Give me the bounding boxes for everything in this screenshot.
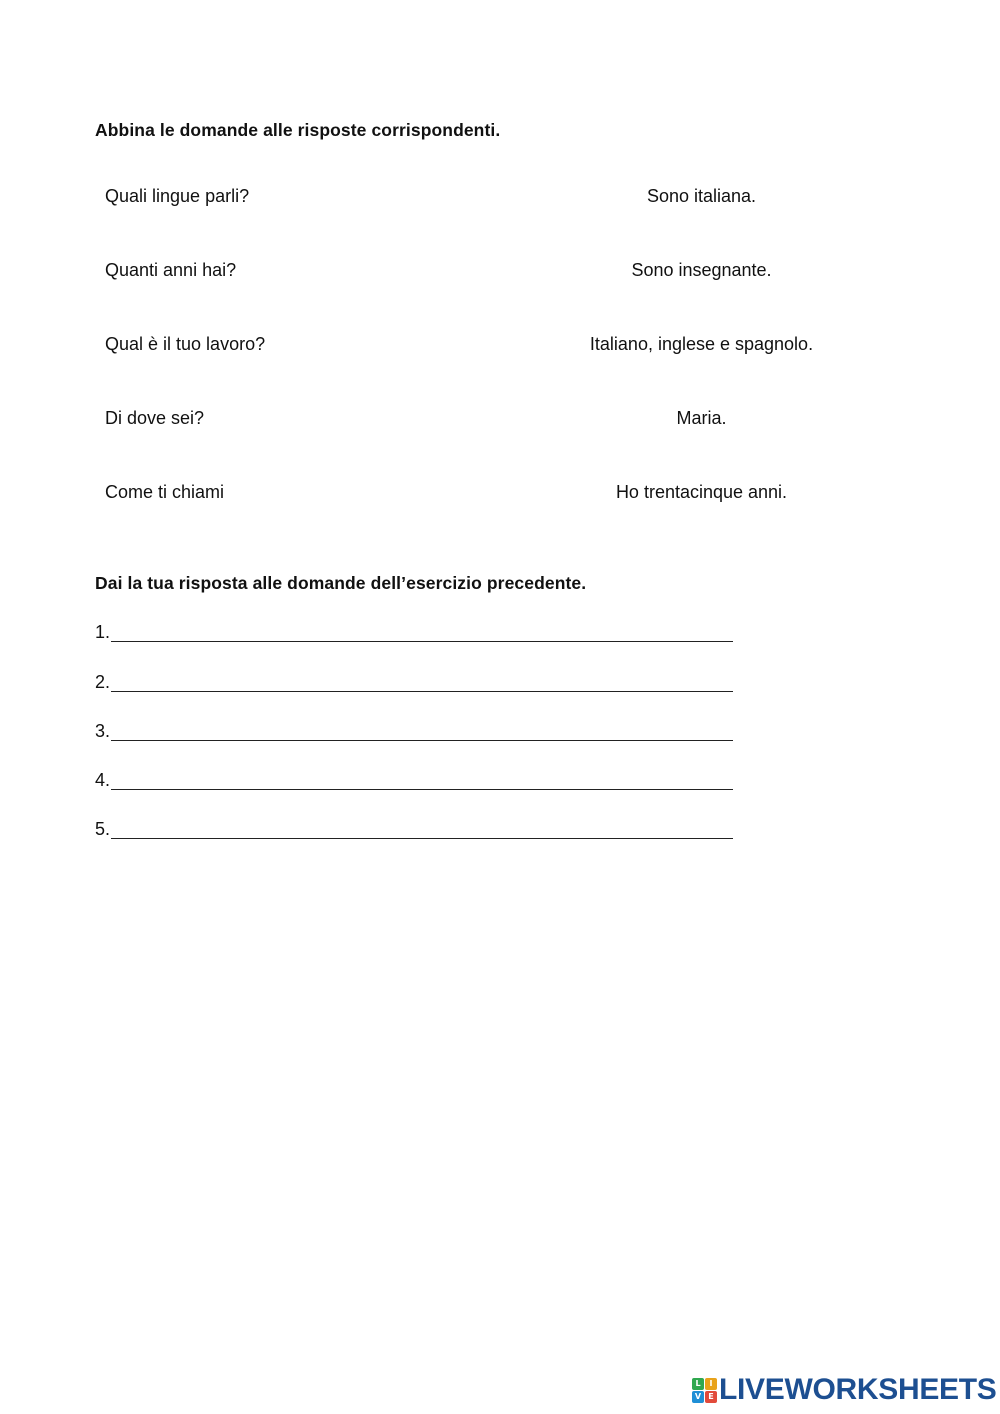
answer-line-number: 1. [95, 622, 111, 642]
question-item[interactable]: Quanti anni hai? [105, 260, 237, 280]
logo-mark-letter: E [705, 1391, 717, 1403]
answer-blank[interactable] [111, 740, 733, 741]
answer-blank[interactable] [111, 641, 733, 642]
match-row [0, 334, 1000, 364]
answer-blank[interactable] [111, 691, 733, 692]
match-row [0, 260, 1000, 290]
question-item[interactable]: Quali lingue parli? [105, 186, 250, 206]
answer-line [95, 672, 735, 696]
answer-line [95, 721, 735, 745]
answer-line-number: 4. [95, 770, 111, 790]
question-item[interactable]: Come ti chiami [105, 482, 225, 502]
answer-line [95, 770, 735, 794]
exercise1-instruction: Abbina le domande alle risposte corrispondenti. [95, 120, 501, 140]
logo-mark-letter: I [705, 1378, 717, 1390]
exercise2-instruction: Dai la tua risposta alle domande dell’esercizio precedente. [95, 573, 587, 593]
answer-item[interactable]: Italiano, inglese e spagnolo. [589, 334, 814, 354]
answer-line [95, 622, 735, 646]
logo-mark-letter: L [692, 1378, 704, 1390]
question-item[interactable]: Qual è il tuo lavoro? [105, 334, 266, 354]
answer-item[interactable]: Sono insegnante. [631, 260, 772, 280]
match-row [0, 482, 1000, 512]
answer-blank[interactable] [111, 838, 733, 839]
answer-line-number: 2. [95, 672, 111, 692]
answer-item[interactable]: Maria. [676, 408, 727, 428]
liveworksheets-logo [692, 1373, 997, 1407]
answer-item[interactable]: Ho trentacinque anni. [615, 482, 788, 502]
liveworksheets-logo-icon [692, 1378, 717, 1403]
question-item[interactable]: Di dove sei? [105, 408, 205, 428]
liveworksheets-logo-text: LIVEWORKSHEETS [719, 1373, 997, 1406]
answer-line [95, 819, 735, 843]
match-row [0, 408, 1000, 438]
answer-line-number: 5. [95, 819, 111, 839]
answer-line-number: 3. [95, 721, 111, 741]
answer-item[interactable]: Sono italiana. [646, 186, 757, 206]
logo-mark-letter: V [692, 1391, 704, 1403]
answer-blank[interactable] [111, 789, 733, 790]
match-row [0, 186, 1000, 216]
